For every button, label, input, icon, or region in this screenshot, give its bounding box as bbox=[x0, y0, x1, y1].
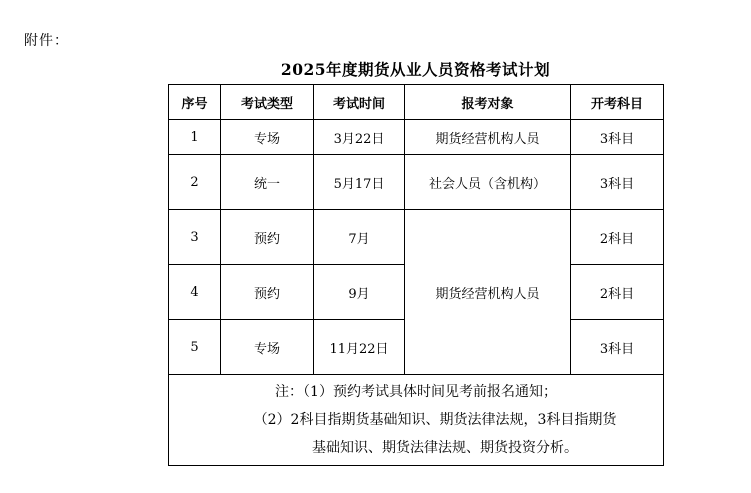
cell-no: 5 bbox=[169, 320, 221, 375]
table-row bbox=[169, 155, 664, 210]
header-target: 报考对象 bbox=[405, 85, 571, 120]
cell-target: 期货经营机构人员 bbox=[405, 120, 571, 155]
exam-plan-table bbox=[168, 84, 664, 466]
table-row bbox=[169, 120, 664, 155]
cell-subjects: 3科目 bbox=[571, 320, 664, 375]
table-row bbox=[169, 210, 664, 265]
cell-time: 9月 bbox=[314, 265, 405, 320]
cell-type: 专场 bbox=[221, 320, 314, 375]
header-time: 考试时间 bbox=[314, 85, 405, 120]
cell-subjects: 2科目 bbox=[571, 265, 664, 320]
document-title: 2025年度期货从业人员资格考试计划 bbox=[280, 60, 551, 79]
note-line-3: 基础知识、期货法律法规、期货投资分析。 bbox=[312, 440, 578, 456]
attachment-label: 附件： bbox=[24, 33, 69, 49]
cell-subjects: 3科目 bbox=[571, 155, 664, 210]
cell-type: 预约 bbox=[221, 265, 314, 320]
note-line-2: （2）2科目指期货基础知识、期货法律法规，3科目指期货 bbox=[253, 412, 617, 428]
cell-no: 4 bbox=[169, 265, 221, 320]
header-no: 序号 bbox=[169, 85, 221, 120]
header-subjects: 开考科目 bbox=[571, 85, 664, 120]
cell-time: 5月17日 bbox=[314, 155, 405, 210]
note-line-1: 注：（1）预约考试具体时间见考前报名通知； bbox=[275, 384, 557, 400]
cell-subjects: 2科目 bbox=[571, 210, 664, 265]
notes-cell bbox=[169, 375, 664, 466]
header-type: 考试类型 bbox=[221, 85, 314, 120]
cell-target: 社会人员（含机构） bbox=[405, 155, 571, 210]
cell-no: 2 bbox=[169, 155, 221, 210]
cell-subjects: 3科目 bbox=[571, 120, 664, 155]
cell-type: 统一 bbox=[221, 155, 314, 210]
cell-type: 专场 bbox=[221, 120, 314, 155]
cell-no: 1 bbox=[169, 120, 221, 155]
cell-no: 3 bbox=[169, 210, 221, 265]
cell-type: 预约 bbox=[221, 210, 314, 265]
cell-time: 11月22日 bbox=[314, 320, 405, 375]
cell-time: 7月 bbox=[314, 210, 405, 265]
table-header-row bbox=[169, 85, 664, 120]
notes-row bbox=[169, 375, 664, 466]
cell-time: 3月22日 bbox=[314, 120, 405, 155]
cell-target-merged: 期货经营机构人员 bbox=[405, 210, 571, 375]
